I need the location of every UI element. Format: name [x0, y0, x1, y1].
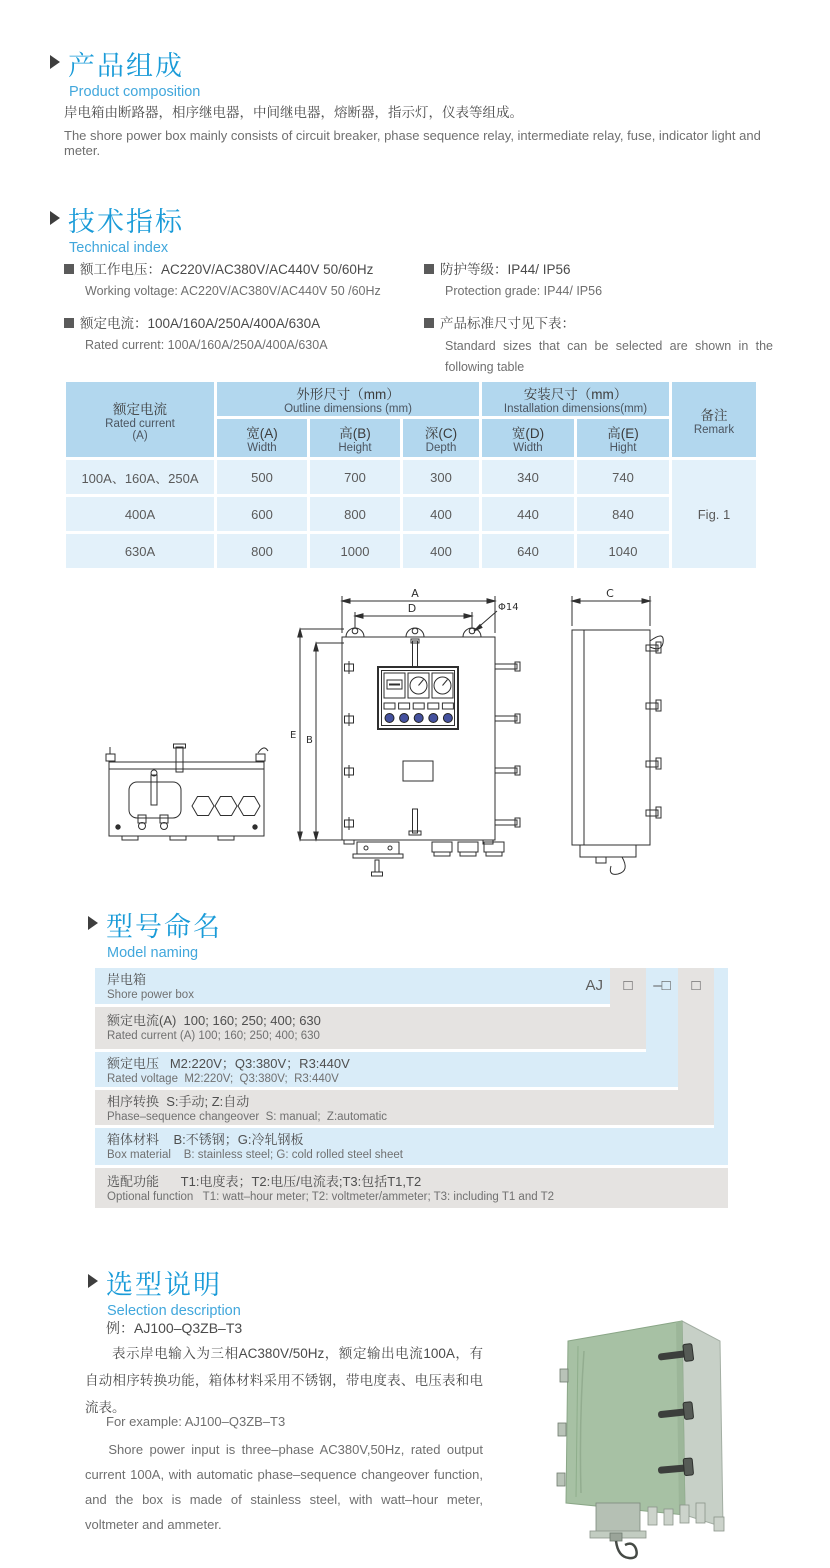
header-cn: 高(B) [339, 426, 371, 441]
col-header-height-b [310, 419, 400, 457]
col-header-height-e [577, 419, 669, 457]
tech-item-protection [424, 258, 571, 279]
cell-install-height: 1040 [577, 534, 669, 568]
table-row [66, 497, 756, 531]
header-en: Rated current [105, 417, 175, 430]
naming-row-rated-voltage [95, 1052, 678, 1087]
table-row [66, 460, 756, 494]
col-header-depth-c [403, 419, 479, 457]
product-composition-text-en: The shore power box mainly consists of circuit breaker, phase sequence relay, intermediate relay, fuse, indicator light and meter. [64, 128, 761, 158]
cell-depth: 300 [403, 460, 479, 494]
selection-paragraph-cn: 表示岸电输入为三相AC380V/50Hz，额定输出电流100A，有自动相序转换功能，箱体材料采用不锈钢，带电度表、电压表和电流表。 [85, 1346, 483, 1415]
header-en: Installation dimensions(mm) [503, 403, 648, 415]
tech-item-en: Standard sizes that can be selected are shown in the following table [445, 339, 773, 374]
model-prefix: AJ [585, 977, 603, 994]
cell-width: 500 [217, 460, 307, 494]
cell-height: 1000 [310, 534, 400, 568]
square-bullet-icon [64, 264, 74, 274]
dim-label-e: E [290, 730, 297, 741]
naming-row-optional-function [95, 1168, 728, 1208]
col-header-width-d [482, 419, 574, 457]
cell-width: 600 [217, 497, 307, 531]
col-header-rated-current [66, 382, 214, 457]
cell-install-height: 840 [577, 497, 669, 531]
section-arrow-icon [88, 1274, 98, 1288]
naming-row-box-material [95, 1128, 728, 1165]
section-technical-index-header [50, 200, 184, 256]
header-en: Outline dimensions (mm) [284, 403, 412, 415]
tech-item-sizes [424, 312, 575, 333]
col-header-outline [217, 382, 479, 416]
header-cn: 安装尺寸（mm） [523, 387, 628, 402]
cell-depth: 400 [403, 497, 479, 531]
section-arrow-icon [88, 916, 98, 930]
naming-row-rated-current [95, 1007, 646, 1049]
tech-item-en: Protection grade: IP44/ IP56 [445, 284, 603, 298]
cell-current: 400A [66, 497, 214, 531]
tech-item-en: Rated current: 100A/160A/250A/400A/630A [85, 338, 328, 352]
square-bullet-icon [424, 264, 434, 274]
header-unit: (A) [132, 429, 148, 442]
model-code-box-3: □ [691, 977, 701, 994]
row-label-en: Rated voltage M2:220V; Q3:380V; R3:440V [107, 1073, 339, 1085]
section-title-en: Technical index [69, 240, 169, 256]
dim-label-d: D [407, 602, 417, 615]
row-label-cn: 岸电箱 [107, 972, 147, 987]
section-title-cn: 选型说明 [106, 1270, 222, 1300]
col-header-width-a [217, 419, 307, 457]
row-label-en: Rated current (A) 100; 160; 250; 400; 630 [107, 1030, 320, 1042]
section-title-en: Selection description [107, 1303, 241, 1319]
shore-power-box-photo [557, 1321, 724, 1558]
size-table [63, 379, 759, 571]
model-code-box-2: –□ [653, 977, 671, 994]
header-cn: 宽(D) [511, 426, 545, 441]
model-naming-table [95, 968, 728, 1208]
dim-label-c: C [606, 587, 614, 600]
row-label-cn: 相序转换 S:手动; Z:自动 [107, 1094, 250, 1109]
header-cn: 外形尺寸（mm） [296, 387, 400, 402]
header-cn: 备注 [700, 407, 728, 423]
section-title-en: Model naming [107, 945, 199, 961]
header-en: Width [247, 442, 277, 454]
row-label-cn: 箱体材料 B:不锈钢；G:冷轧钢板 [107, 1132, 304, 1147]
tech-item-voltage [64, 258, 373, 279]
cell-install-width: 340 [482, 460, 574, 494]
hinges [345, 661, 354, 830]
latches [495, 662, 520, 827]
header-cn: 深(C) [424, 426, 458, 441]
section-arrow-icon [50, 211, 60, 225]
tech-item-cn: 产品标准尺寸见下表： [440, 316, 575, 331]
cell-current: 100A、160A、250A [66, 460, 214, 494]
section-model-naming-header [88, 905, 222, 961]
meter-panel [378, 667, 458, 729]
square-bullet-icon [424, 318, 434, 328]
header-en: Remark [693, 423, 735, 436]
section-selection-header [88, 1263, 241, 1319]
section-title-cn: 产品组成 [68, 51, 184, 81]
cell-current: 630A [66, 534, 214, 568]
header-en: Height [338, 442, 372, 454]
cell-remark: Fig. 1 [672, 460, 756, 568]
cell-height: 700 [310, 460, 400, 494]
header-en: Hight [609, 442, 637, 454]
row-label-cn: 额定电压 M2:220V；Q3:380V；R3:440V [107, 1056, 350, 1071]
header-cn: 宽(A) [246, 426, 278, 441]
header-en: Depth [425, 442, 457, 454]
cell-height: 800 [310, 497, 400, 531]
cell-install-height: 740 [577, 460, 669, 494]
row-label-en: Phase–sequence changeover S: manual; Z:automatic [107, 1111, 388, 1123]
square-bullet-icon [64, 318, 74, 328]
col-header-installation [482, 382, 669, 416]
tech-item-cn: 额工作电压：AC220V/AC380V/AC440V 50/60Hz [80, 262, 374, 277]
tech-item-cn: 防护等级：IP44/ IP56 [440, 262, 571, 277]
section-title-en: Product composition [69, 84, 201, 100]
model-code-box-1: □ [623, 977, 633, 994]
row-label-cn: 选配功能 T1:电度表；T2:电压/电流表;T3:包括T1,T2 [107, 1174, 422, 1189]
side-view [572, 587, 663, 874]
cell-width: 800 [217, 534, 307, 568]
bottom-view [106, 744, 268, 840]
tech-item-current [64, 312, 320, 333]
row-label-en: Optional function T1: watt–hour meter; T2: voltmeter/ammeter; T3: including T1 and T2 [107, 1191, 555, 1203]
front-view [290, 587, 520, 876]
section-title-cn: 型号命名 [106, 912, 222, 942]
technical-drawing [60, 585, 780, 890]
cell-install-width: 640 [482, 534, 574, 568]
section-product-composition-header [50, 44, 200, 100]
product-composition-text-cn: 岸电箱由断路器，相序继电器，中间继电器，熔断器，指示灯，仪表等组成。 [64, 105, 523, 120]
naming-row-shore-power-box [95, 968, 610, 1004]
selection-paragraph-en: Shore power input is three–phase AC380V,50Hz, rated output current 100A, with automatic phase–sequence changeover function, and the box is made of stainless steel, with watt–hour meter, voltmeter and ammeter. [85, 1442, 483, 1532]
indicator-lights [384, 703, 453, 723]
col-header-remark [672, 382, 756, 457]
dim-label-a: A [411, 587, 419, 600]
header-en: Width [513, 442, 543, 454]
tech-item-en: Working voltage: AC220V/AC380V/AC440V 50 /60Hz [85, 284, 381, 298]
header-cn: 额定电流 [113, 401, 167, 417]
tech-item-cn: 额定电流：100A/160A/250A/400A/630A [80, 316, 321, 331]
header-cn: 高(E) [607, 426, 639, 441]
row-label-cn: 额定电流(A) 100; 160; 250; 400; 630 [107, 1013, 321, 1028]
naming-row-phase-sequence [95, 1090, 714, 1125]
selection-example-cn: 例：AJ100–Q3ZB–T3 [106, 1320, 243, 1336]
section-title-cn: 技术指标 [68, 207, 184, 237]
cell-install-width: 440 [482, 497, 574, 531]
row-label-en: Box material B: stainless steel; G: cold rolled steel sheet [107, 1149, 403, 1161]
table-row [66, 534, 756, 568]
section-arrow-icon [50, 55, 60, 69]
selection-example-en: For example: AJ100–Q3ZB–T3 [106, 1414, 286, 1429]
dim-label-b: B [306, 735, 313, 746]
cell-depth: 400 [403, 534, 479, 568]
dim-label-hole: Φ14 [498, 602, 519, 613]
product-photo [530, 1285, 820, 1568]
row-label-en: Shore power box [107, 989, 194, 1001]
